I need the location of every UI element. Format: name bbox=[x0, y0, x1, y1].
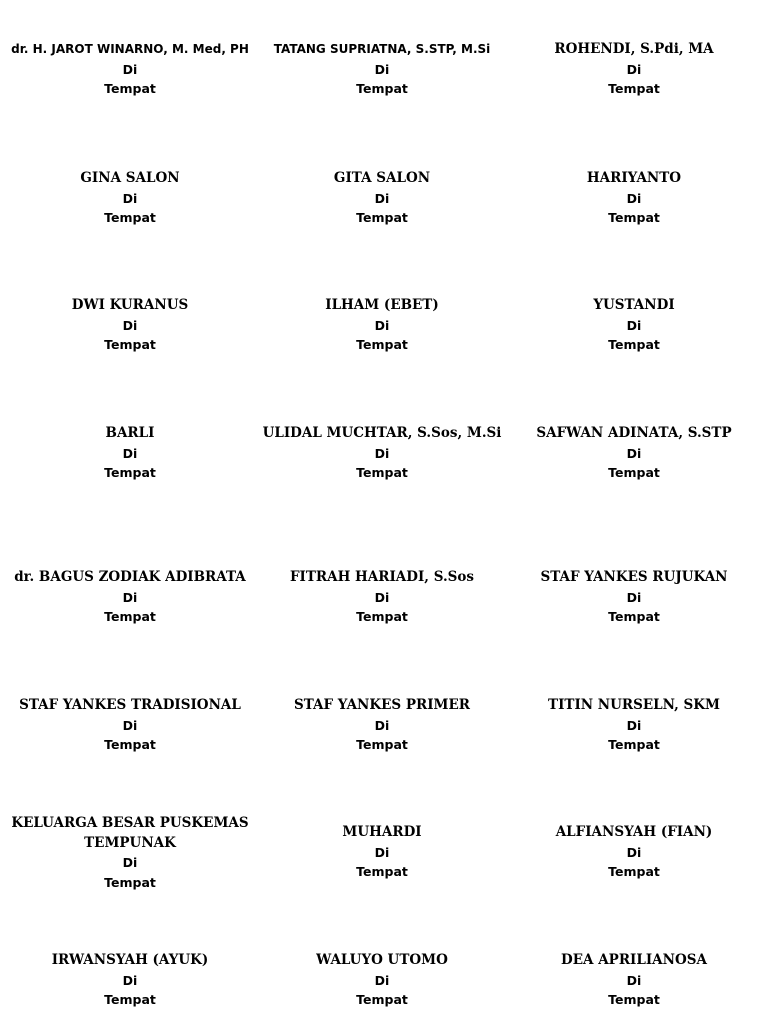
label-di: Di bbox=[374, 317, 390, 333]
label-tempat: Tempat bbox=[608, 337, 660, 352]
label-di: Di bbox=[626, 972, 642, 988]
label-tempat: Tempat bbox=[104, 992, 156, 1007]
label-di: Di bbox=[374, 844, 390, 860]
recipient-name: ALFIANSYAH (FIAN) bbox=[555, 824, 713, 840]
recipient-name: GINA SALON bbox=[80, 170, 180, 186]
label-tempat: Tempat bbox=[608, 737, 660, 752]
address-label bbox=[2, 568, 258, 627]
address-label bbox=[254, 169, 510, 228]
label-tempat: Tempat bbox=[356, 992, 408, 1007]
label-di: Di bbox=[374, 972, 390, 988]
recipient-name: HARIYANTO bbox=[586, 170, 682, 186]
label-di: Di bbox=[374, 61, 390, 77]
label-di: Di bbox=[122, 589, 138, 605]
label-tempat: Tempat bbox=[356, 337, 408, 352]
label-tempat: Tempat bbox=[104, 337, 156, 352]
label-tempat: Tempat bbox=[104, 609, 156, 624]
address-label bbox=[254, 696, 510, 755]
address-label bbox=[2, 696, 258, 755]
label-tempat: Tempat bbox=[356, 210, 408, 225]
address-label bbox=[254, 568, 510, 627]
label-di: Di bbox=[122, 190, 138, 206]
address-label bbox=[506, 424, 762, 483]
address-label bbox=[506, 568, 762, 627]
label-di: Di bbox=[122, 855, 138, 870]
label-di: Di bbox=[374, 190, 390, 206]
recipient-name: FITRAH HARIADI, S.Sos bbox=[289, 569, 475, 585]
address-label bbox=[506, 823, 762, 882]
address-label bbox=[254, 296, 510, 355]
label-tempat: Tempat bbox=[608, 465, 660, 480]
label-tempat: Tempat bbox=[104, 737, 156, 752]
label-tempat: Tempat bbox=[608, 609, 660, 624]
label-tempat: Tempat bbox=[104, 465, 156, 480]
recipient-name: MUHARDI bbox=[342, 824, 422, 840]
address-label bbox=[506, 696, 762, 755]
label-di: Di bbox=[626, 190, 642, 206]
label-di: Di bbox=[374, 717, 390, 733]
address-label bbox=[506, 169, 762, 228]
label-tempat: Tempat bbox=[608, 210, 660, 225]
recipient-name: DWI KURANUS bbox=[71, 297, 189, 313]
recipient-name: STAF YANKES TRADISIONAL bbox=[19, 697, 241, 713]
recipient-name: GITA SALON bbox=[333, 170, 431, 186]
label-di: Di bbox=[626, 445, 642, 461]
label-di: Di bbox=[626, 844, 642, 860]
recipient-name: dr. BAGUS ZODIAK ADIBRATA bbox=[14, 569, 246, 585]
address-label bbox=[506, 296, 762, 355]
label-tempat: Tempat bbox=[356, 864, 408, 879]
address-label bbox=[2, 814, 258, 892]
label-di: Di bbox=[122, 317, 138, 333]
label-di: Di bbox=[122, 972, 138, 988]
label-tempat: Tempat bbox=[356, 465, 408, 480]
label-di: Di bbox=[122, 717, 138, 733]
address-label bbox=[506, 40, 762, 99]
recipient-name: TATANG SUPRIATNA, S.STP, M.Si bbox=[273, 42, 491, 56]
label-tempat: Tempat bbox=[356, 609, 408, 624]
label-tempat: Tempat bbox=[104, 874, 156, 890]
label-di: Di bbox=[626, 61, 642, 77]
label-di: Di bbox=[122, 445, 138, 461]
label-tempat: Tempat bbox=[608, 81, 660, 96]
recipient-name: DEA APRILIANOSA bbox=[561, 952, 707, 968]
label-di: Di bbox=[626, 317, 642, 333]
address-label bbox=[254, 424, 510, 483]
address-label bbox=[2, 424, 258, 483]
label-di: Di bbox=[374, 445, 390, 461]
recipient-name: dr. H. JAROT WINARNO, M. Med, PH bbox=[11, 42, 249, 56]
label-tempat: Tempat bbox=[104, 81, 156, 96]
recipient-name: BARLI bbox=[105, 425, 155, 441]
label-tempat: Tempat bbox=[356, 81, 408, 96]
label-di: Di bbox=[626, 717, 642, 733]
label-di: Di bbox=[374, 589, 390, 605]
label-tempat: Tempat bbox=[356, 737, 408, 752]
address-label bbox=[2, 951, 258, 1010]
recipient-name: ROHENDI, S.Pdi, MA bbox=[554, 41, 714, 57]
recipient-name: KELUARGA BESAR PUSKEMAS TEMPUNAK bbox=[11, 815, 249, 851]
label-tempat: Tempat bbox=[104, 210, 156, 225]
label-tempat: Tempat bbox=[608, 992, 660, 1007]
recipient-name: STAF YANKES RUJUKAN bbox=[540, 569, 728, 585]
recipient-name: WALUYO UTOMO bbox=[316, 952, 448, 968]
address-label bbox=[254, 951, 510, 1010]
recipient-name: ULIDAL MUCHTAR, S.Sos, M.Si bbox=[262, 425, 502, 441]
address-label bbox=[506, 951, 762, 1010]
recipient-name: YUSTANDI bbox=[593, 297, 675, 313]
recipient-name: TITIN NURSELN, SKM bbox=[548, 697, 720, 713]
address-label bbox=[2, 296, 258, 355]
address-label bbox=[2, 169, 258, 228]
address-label bbox=[254, 40, 510, 99]
label-di: Di bbox=[122, 61, 138, 77]
recipient-name: ILHAM (EBET) bbox=[325, 297, 439, 313]
label-tempat: Tempat bbox=[608, 864, 660, 879]
address-label bbox=[254, 823, 510, 882]
address-label bbox=[2, 40, 258, 99]
recipient-name: SAFWAN ADINATA, S.STP bbox=[536, 425, 732, 441]
recipient-name: IRWANSYAH (AYUK) bbox=[51, 952, 209, 968]
recipient-name: STAF YANKES PRIMER bbox=[293, 697, 470, 713]
label-di: Di bbox=[626, 589, 642, 605]
